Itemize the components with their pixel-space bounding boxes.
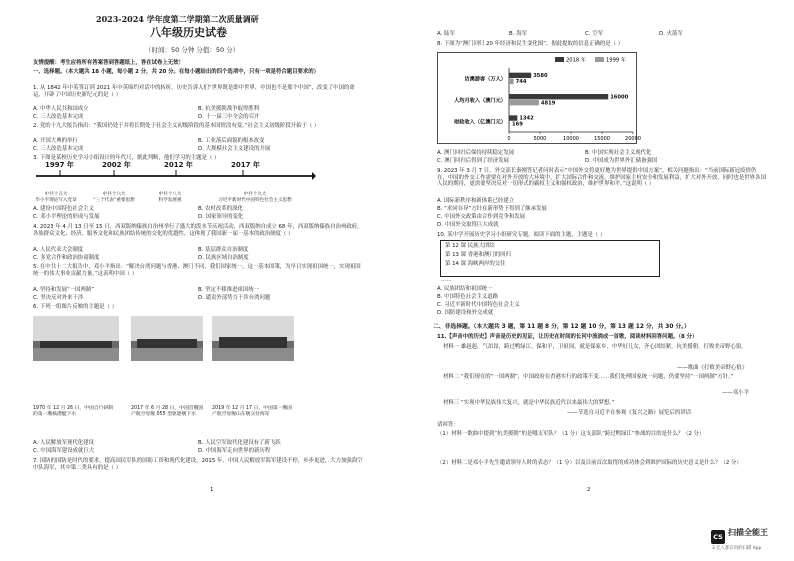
chart-data-label: 169 xyxy=(512,121,523,128)
q2-option-b: B. 工业落后面貌的根本改变 xyxy=(198,138,265,144)
exam-meta: （时间：50 分钟 分值：50 分） xyxy=(145,46,240,54)
chart-legend-label: 1999 年 xyxy=(606,57,627,64)
chart-bar-1999 xyxy=(509,100,539,105)
q9-option-b: B. “求同存异”方针在新形势下得到了继承发展 xyxy=(437,206,547,212)
chart-data-label: 4819 xyxy=(540,100,556,107)
q4-option-d: D. 民族区域自治制度 xyxy=(198,255,249,261)
q5-option-b: B. 坚定不移推进祖国统一 xyxy=(198,287,260,293)
q4-option-c: C. 多党合作和政治协商制度 xyxy=(33,255,100,261)
material-2: 材料二 “我们现在的“一国两制”，中国政府在香港实行的政策不变……我们处理国家统一问题，仍要坚持“一国两制”方针。” xyxy=(443,374,734,380)
chart-category-label: 人均月收入（澳门元） xyxy=(454,98,506,104)
photo-nuclear-submarine xyxy=(33,316,119,361)
q6-option-d: D. 中国海军走向世界的新历程 xyxy=(198,448,271,454)
answer-heading: 请回答： xyxy=(437,422,459,428)
camscanner-logo: CS xyxy=(711,530,725,544)
q3-option-c: C. 邓小平理论的形成与发展 xyxy=(33,214,100,220)
q5-option-d: D. 谴责外部势力干涉台湾问题 xyxy=(198,295,271,301)
q9-option-a: A. 国际新秩序和新体系已经建立 xyxy=(437,198,515,204)
chart-bar-2018 xyxy=(509,94,608,99)
photo-caption-2: 2017 年 6 月 28 日，中国首艘国产航空母舰 055 型驱逐舰下水 xyxy=(131,406,204,417)
timeline-label-3: 中共十八大 科学发展观 xyxy=(158,192,182,203)
question-8: 8. 下图为“澳门回归 20 年经济和民生变化图”，据此提取的信息正确的是（ ） xyxy=(437,41,624,47)
photo-caption-3: 2019 年 12 月 17 日，中国第一艘国产航空母舰山东舰交付海军 xyxy=(212,406,293,417)
section-2-heading: 二、非选择题。（本大题共 3 题，第 11 题 8 分，第 12 题 10 分，第 13 题 12 分，共 30 分。） xyxy=(433,324,690,330)
question-5: 5. 在中共十二大报告中，邓小平指出：“解决台湾问题与香港、澳门不同，我们国家统一，这一基本国策，为早日实现祖国统一，实现祖国统一的伟大事业贡献力量。”这表明中国（ ） xyxy=(33,264,361,277)
chart-legend-swatch xyxy=(555,57,564,62)
material-3: 材料三 “实现中华民族伟大复兴，就是中华民族近代以来最伟大的梦想。” xyxy=(443,400,615,406)
q7-option-a: A. 陆军 xyxy=(437,31,455,37)
question-2: 2. 党的十九大报告指出：“我国仍处于并将长期处于社会主义初级阶段的基本国情没有变。”社会主义初级阶段开始于（ ） xyxy=(33,123,320,129)
q8-option-a: A. 澳门回归后保持持续稳定发展 xyxy=(437,150,515,156)
timeline-year-2002: 2002 年 xyxy=(102,161,131,169)
chart-x-tick-label: 20000 xyxy=(625,136,641,142)
notice: 友情提醒：考生应将所有答案答到答题纸上，答在试卷上无效！ xyxy=(33,60,184,66)
q4-option-b: B. 基层群众自治制度 xyxy=(198,247,249,253)
q10-table xyxy=(440,240,660,277)
timeline-year-1997: 1997 年 xyxy=(45,161,74,169)
timeline xyxy=(36,162,316,192)
chart-legend-swatch xyxy=(595,57,604,62)
q10-option-d: D. 国防建设和外交成就 xyxy=(437,310,494,316)
material-1: 材料一 雄赳赳，气昂昂，跨过鸭绿江。保和平，卫祖国，就是保家乡。中华好儿女，齐心团结紧，抗美援朝，打败美帝野心狼。 xyxy=(443,344,747,350)
exam-title: 八年级历史试卷 xyxy=(150,26,227,39)
q2-option-a: A. 开国大典的举行 xyxy=(33,138,78,144)
question-1: 1. 从 1842 年中英签订到 2021 年中英缔约对话中的转折。历史告诉人们“世界既是即中世界，中国也不是那个中国”，改变了中国的命运，开辟了中国历史新纪元的是（ ） xyxy=(33,85,355,98)
q6-option-c: C. 中国海军建设成就巨大 xyxy=(33,448,95,454)
q7-option-d: D. 火箭军 xyxy=(659,31,683,37)
chart-bar-1999 xyxy=(509,121,510,126)
q10-row-3: 第 14 课 海峡两岸的交往 xyxy=(445,261,506,267)
timeline-year-2017: 2017 年 xyxy=(231,161,260,169)
chart-x-tick-label: 5000 xyxy=(533,136,547,142)
chart-x-tick-label: 15000 xyxy=(594,136,610,142)
q2-option-d: D. 大规模社会主义建设的开展 xyxy=(198,146,271,152)
question-11: 11.【声音中的历史】声音是历史的见证，让历史在时间的长河中流淌成一首歌，阅读材料回答问题。（8 分） xyxy=(437,334,698,340)
chart-category-label: 财政收入（亿澳门元） xyxy=(454,119,506,126)
chart-legend-label: 2018 年 xyxy=(566,57,587,64)
material-3-source: ——节选自习近平在参观《复兴之路》展览后的讲话 xyxy=(567,410,691,416)
q3-option-a: A. 建设中国特色社会主义 xyxy=(33,206,94,212)
material-2-source: ——邓小平 xyxy=(722,390,749,396)
q9-option-c: C. 中国外交政策由合作到竞争和发展 xyxy=(437,214,526,220)
chart-x-tick-label: 10000 xyxy=(563,136,579,142)
q1-option-c: C. 三大改造基本完成 xyxy=(33,114,84,120)
q7-option-b: B. 海军 xyxy=(509,31,527,37)
chart-x-tick-label: 0 xyxy=(507,136,511,142)
q5-option-a: A. 坚持和发展“一国两制” xyxy=(33,287,95,293)
photo-caption-1: 1970 年 12 月 26 日，中国自行研制的第一艘核潜艇下水 xyxy=(33,406,114,417)
timeline-label-4: 中共十九大 习近平新时代中国特色社会主义思想 xyxy=(218,192,292,203)
q1-option-d: D. 十一届三中全会的召开 xyxy=(198,114,260,120)
q3-option-d: D. 国家领导的变化 xyxy=(198,214,244,220)
q3-option-b: B. 农村改革的深化 xyxy=(198,206,243,212)
q6-option-a: A. 人民解放军现代化建设 xyxy=(33,440,94,446)
question-9: 9. 2023 年 3 月 7 日，外交部长秦刚答记者问时表示“中国外交将更好地为世界提供中国方案”。相关问题指出：“当前国际新冠疫情仍在，中国的外交工作需要在对外开放的大环境中，扩大国际合作和交流，维护国家主权安全和发展利益，扩大对外开放，同时也是世界各国人民的期待，更需要坚决反对一切形式的霸权主义和强权政治，维护世界和平。”这说明（ ） xyxy=(437,168,766,188)
sub-question-1: （1）材料一歌曲中提到“抗美援朝”的是哪支军队？（1 分）这支部队“跨过鸭绿江”参战的目的是什么？（2 分） xyxy=(437,431,705,437)
q10-ellipsis: …… xyxy=(441,277,452,283)
scanner-brand: 扫描全能王 xyxy=(728,528,768,537)
page-number-left: 1 xyxy=(210,487,214,493)
q9-option-d: D. 中国外交取得巨大成就 xyxy=(437,222,499,228)
exam-header: 2023-2024 学年度第二学期第二次质量调研 xyxy=(96,14,259,24)
q4-option-a: A. 人民代表大会制度 xyxy=(33,247,84,253)
chart-bar-1999 xyxy=(509,79,514,84)
q10-option-b: B. 中国特色社会主义道路 xyxy=(437,294,499,300)
chart-data-label: 744 xyxy=(515,79,527,86)
q8-option-b: B. 中国实现社会主义现代化 xyxy=(585,150,652,156)
timeline-label-2: 中共十六大 “三个代表”重要思想 xyxy=(93,192,135,203)
photo-destroyer xyxy=(131,316,203,361)
photo-aircraft-carrier xyxy=(212,316,294,361)
question-3: 3. 下图是某校历史学习小组设计的年代尺，据此判断，他们学习的主题是（ ） xyxy=(33,155,220,161)
page-number-right: 2 xyxy=(587,487,591,493)
q7-option-c: C. 空军 xyxy=(585,31,603,37)
q6-option-b: B. 人民空军取代化建设有了新飞跃 xyxy=(198,440,281,446)
macau-chart xyxy=(437,52,641,144)
sub-question-2: （2）材料二是邓小平先生邀请领导人时的表态？（1 分）以及目前首次取得的成功体会到维护国际的历史意义是什么？（2 分） xyxy=(437,460,742,466)
question-6: 6. 下列一组图片反映的主题是（ ） xyxy=(33,304,118,310)
question-10: 10. 某中学开展历史学习小组研究专题，阅读下面的主题，主题是（ ） xyxy=(437,232,606,238)
q10-row-1: 第 12 课 民族大团结 xyxy=(445,243,495,249)
q10-row-2: 第 13 课 香港和澳门的回归 xyxy=(445,252,511,258)
scanner-tagline: 3 亿人都在用的扫描 App xyxy=(712,546,762,551)
q1-option-a: A. 中华人民共和国成立 xyxy=(33,106,89,112)
material-1-source: ——歌曲《打败美帝野心狼》 xyxy=(677,365,748,371)
q10-option-c: C. 习近平新时代中国特色社会主义 xyxy=(437,302,520,308)
chart-data-label: 16000 xyxy=(610,94,629,101)
chart-data-label: 3580 xyxy=(533,73,548,80)
q8-option-c: C. 澳门回归后得到了经济发展 xyxy=(437,158,509,164)
chart-bar-2018 xyxy=(509,73,531,78)
chart-data-label: 1342 xyxy=(519,115,534,122)
section-1-heading: 一、选择题。（本大题共 18 小题，每小题 2 分，共 20 分。在每小题给出的四个选项中，只有一项是符合题目要求的） xyxy=(33,69,320,75)
chart-category-label: 访澳游客（万人） xyxy=(464,76,506,83)
chart-bar-2018 xyxy=(509,115,517,120)
question-7: 7. 国防的国防是时代的要求，提高国民军队的国防工资和现代化建设，2015 年，中国人民解放军海军建设不停，步步更进，大力加强海空中队海军，其中第二类具有的是（ ） xyxy=(33,458,363,471)
q8-option-d: D. 中国成为世界外汇储备强国 xyxy=(585,158,658,164)
q10-option-a: A. 民族团结和祖国统一 xyxy=(437,286,493,292)
timeline-label-1: 中共十五大 毕小平理论写入党章 xyxy=(35,192,77,203)
macau-chart-svg xyxy=(437,52,641,144)
right-page xyxy=(397,0,794,561)
q2-option-c: C. 三大改造基本完成 xyxy=(33,146,84,152)
q5-option-c: C. 坚决反对外来干涉 xyxy=(33,295,84,301)
q1-option-b: B. 抗美援朝战争取得胜利 xyxy=(198,106,260,112)
question-4: 4. 2023 年 4 月 13 日至 15 日，西双版纳傣族自治州举行了盛大的泼水节庆祝活动，西双版纳自成立 68 年，西双版纳傣族自治州政府，各族群众文化、经济、服务文化和民族团结传统的交化的优越性，这体现了我国新一届一基本的政治制度（ ） xyxy=(33,224,363,237)
timeline-year-2012: 2012 年 xyxy=(164,161,193,169)
